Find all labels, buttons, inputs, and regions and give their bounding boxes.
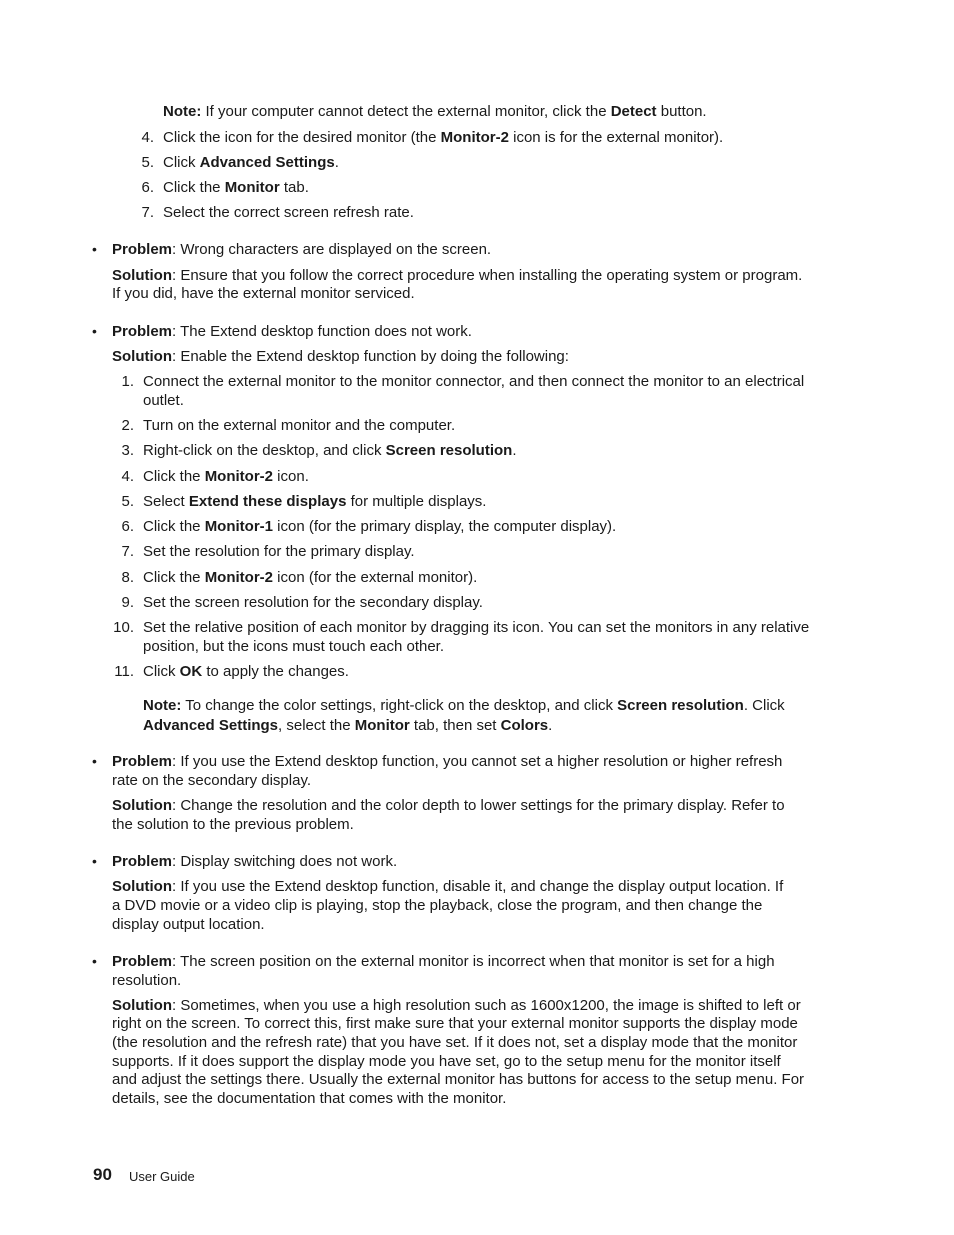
problem-statement: Problem: Wrong characters are displayed on the screen.	[112, 241, 492, 258]
solution-statement: Solution: Change the resolution and the color depth to lower settings for the primary display. Refer to	[112, 797, 785, 814]
bullet: •	[92, 241, 97, 257]
problem-statement: Problem: The screen position on the external monitor is incorrect when that monitor is set for a high	[112, 953, 775, 970]
page-number: 90	[93, 1165, 112, 1184]
bullet: •	[92, 323, 97, 339]
document-title: User Guide	[129, 1169, 195, 1184]
problem-statement: Problem: The Extend desktop function does not work.	[112, 323, 472, 340]
bullet: •	[92, 753, 97, 769]
problem-statement: Problem: Display switching does not work.	[112, 853, 398, 870]
bullet: •	[92, 853, 97, 869]
solution-statement: Solution: If you use the Extend desktop function, disable it, and change the display output location. If	[112, 878, 784, 895]
solution-statement: Solution: Ensure that you follow the correct procedure when installing the operating system or program.	[112, 267, 803, 284]
problem-statement: Problem: If you use the Extend desktop function, you cannot set a higher resolution or higher refresh	[112, 753, 783, 770]
bullet: •	[92, 953, 97, 969]
solution-statement: Solution: Sometimes, when you use a high resolution such as 1600x1200, the image is shifted to left or	[112, 997, 801, 1014]
intro-note: Note: If your computer cannot detect the external monitor, click the Detect button.	[163, 103, 707, 120]
solution-statement: Solution: Enable the Extend desktop function by doing the following:	[112, 348, 569, 365]
